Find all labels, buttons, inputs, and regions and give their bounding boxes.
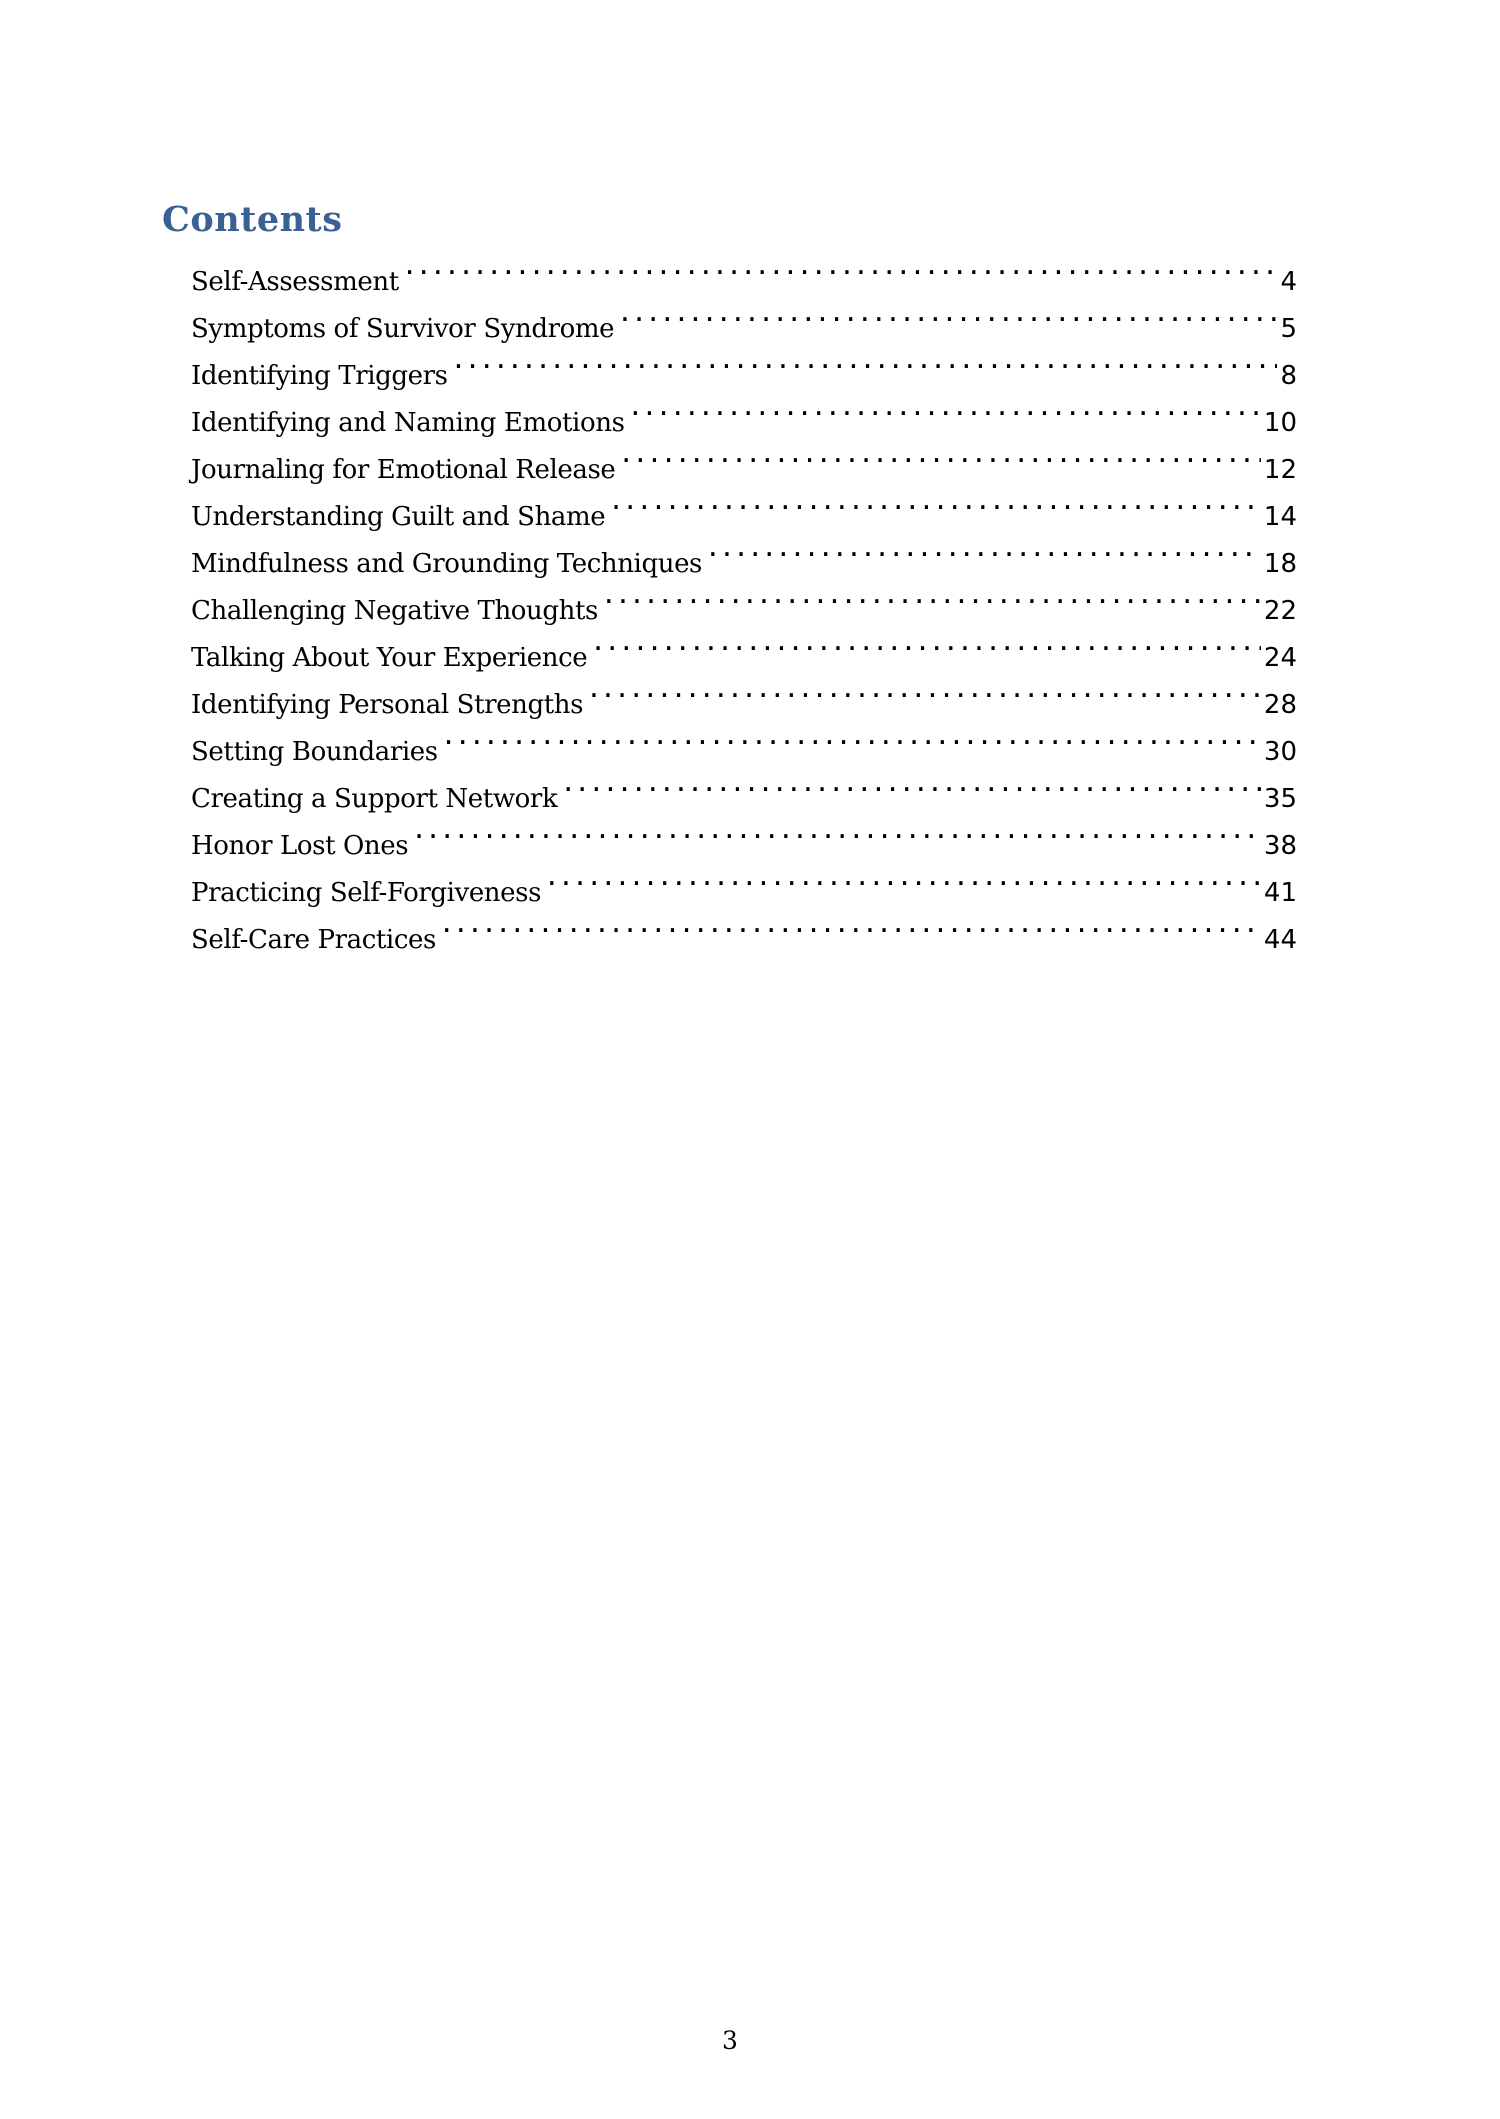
toc-entry-page: 22	[1263, 596, 1297, 626]
dot-leader	[618, 431, 1261, 478]
toc-entry-page: 10	[1263, 408, 1297, 438]
toc-entry-page: 18	[1263, 549, 1297, 579]
toc-entry-page: 41	[1263, 878, 1297, 908]
toc-entry-title: Challenging Negative Thoughts	[191, 596, 598, 626]
dot-leader	[441, 713, 1261, 760]
dot-leader	[590, 619, 1261, 666]
dot-leader	[608, 478, 1261, 525]
dot-leader	[402, 243, 1278, 290]
dot-leader	[411, 807, 1261, 854]
toc-entry[interactable]	[191, 243, 1297, 297]
dot-leader	[451, 337, 1278, 384]
toc-entry-title: Identifying and Naming Emotions	[191, 408, 625, 438]
toc-heading: Contents	[162, 199, 343, 240]
table-of-contents	[191, 243, 1297, 955]
toc-entry-page: 8	[1280, 361, 1297, 391]
dot-leader	[705, 525, 1261, 572]
dot-leader	[601, 572, 1261, 619]
toc-entry-page: 14	[1263, 502, 1297, 532]
toc-entry-page: 35	[1263, 784, 1297, 814]
dot-leader	[560, 760, 1261, 807]
toc-entry-title: Journaling for Emotional Release	[191, 455, 616, 485]
toc-entry-title: Practicing Self-Forgiveness	[191, 878, 542, 908]
toc-entry-page: 30	[1263, 737, 1297, 767]
toc-entry-page: 44	[1263, 925, 1297, 955]
toc-entry-page: 28	[1263, 690, 1297, 720]
dot-leader	[617, 290, 1277, 337]
toc-entry-title: Self-Assessment	[191, 267, 399, 297]
toc-entry-title: Honor Lost Ones	[191, 831, 409, 861]
toc-entry-title: Mindfulness and Grounding Techniques	[191, 549, 702, 579]
toc-entry-title: Talking About Your Experience	[191, 643, 588, 673]
dot-leader	[628, 384, 1261, 431]
toc-entry-title: Self-Care Practices	[191, 925, 436, 955]
dot-leader	[544, 854, 1261, 901]
toc-entry-page: 38	[1263, 831, 1297, 861]
toc-entry-page: 24	[1263, 643, 1297, 673]
toc-entry-page: 12	[1263, 455, 1297, 485]
toc-entry-title: Identifying Triggers	[191, 361, 448, 391]
toc-entry-page: 5	[1280, 314, 1297, 344]
dot-leader	[439, 901, 1261, 948]
toc-entry-title: Understanding Guilt and Shame	[191, 502, 606, 532]
toc-entry-page: 4	[1280, 267, 1297, 297]
toc-entry-title: Identifying Personal Strengths	[191, 690, 584, 720]
toc-entry-title: Setting Boundaries	[191, 737, 438, 767]
page-number: 3	[722, 2026, 738, 2055]
toc-entry-title: Symptoms of Survivor Syndrome	[191, 314, 615, 344]
dot-leader	[586, 666, 1261, 713]
toc-entry-title: Creating a Support Network	[191, 784, 558, 814]
